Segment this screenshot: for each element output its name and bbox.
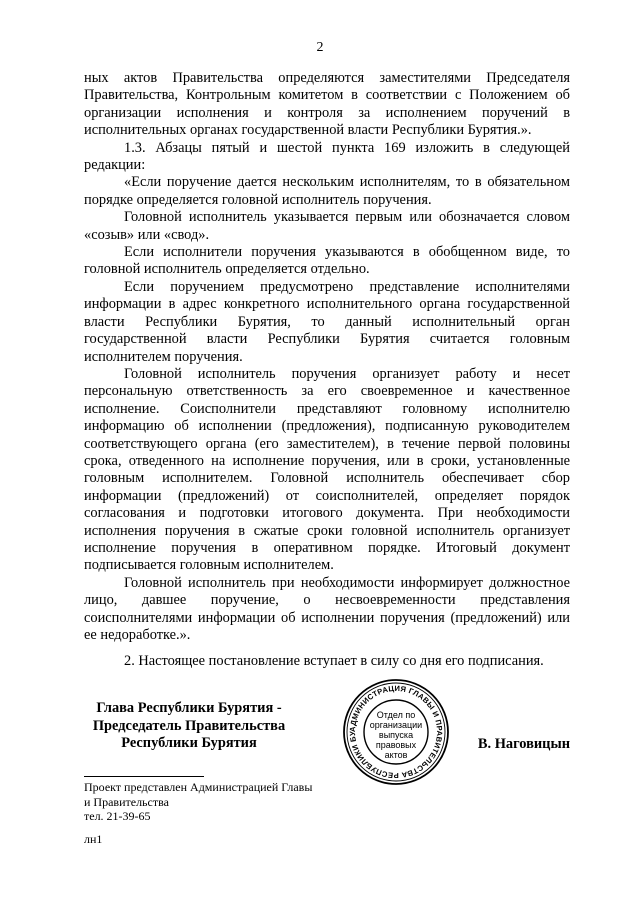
paragraph-responsibility: Головной исполнитель поручения организует работу и несет персональную ответственность за его своевременное и качественное исполнение. Соисполнители представляют головному исполнителю информацию об исполнении (предложения), подписанную руководителем соответствующего органа (его заместителем), в течение первой половины срока, отведенного на исполнение поручения, или в сроки, установленные головным исполнителем. Головной исполнитель обеспечивает сбор информации (предложений) от соисполнителей, определяет порядок согласования и подготовки итогового документа. При необходимости исполнения поручения в сжатые сроки головной исполнитель организует исполнение поручения в оперативном порядке. Итоговый документ подписывается головным исполнителем.: [84, 365, 570, 574]
paragraph-effective: 2. Настоящее постановление вступает в силу со дня его подписания.: [124, 653, 544, 670]
footnote: [84, 780, 384, 824]
document-body: [84, 70, 570, 671]
signatory-name: В. Наговицын: [477, 736, 570, 752]
paragraph-quote-start: «Если поручение дается нескольким исполнителям, то в обязательном порядке определяется головной исполнитель поручения.: [84, 174, 570, 208]
signatory-title-line: Глава Республики Бурятия -: [96, 700, 282, 716]
paragraph-continuation: ных актов Правительства определяются заместителями Председателя Правительства, Контрольным комитетом в соответствии с Положением об организации исполнения и контроля за исполнением поручений в исполнительных органах государственной власти Республики Бурятия.».: [84, 70, 570, 139]
paragraph-amendment-1-3: 1.3. Абзацы пятый и шестой пункта 169 изложить в следующей редакции:: [84, 139, 570, 174]
stamp-center-text: [364, 710, 428, 760]
signatory-title-line: Республики Бурятия: [121, 735, 257, 752]
stamp-line: организации: [369, 720, 423, 730]
signatory-title-line: Председатель Правительства: [92, 717, 286, 734]
page-number: 2: [316, 40, 324, 55]
paragraph-lead-executor: Головной исполнитель указывается первым или обозначается словом «созыв» или «свод».: [84, 209, 570, 243]
stamp-line: Отдел по: [376, 710, 416, 720]
document-code: лн1: [84, 832, 103, 846]
footnote-phone: тел. 21-39-65: [84, 809, 151, 823]
footnote-divider: [84, 776, 204, 777]
paragraph-generalized: Если исполнители поручения указываются в обобщенном виде, то головной исполнитель определяется отдельно.: [84, 244, 570, 278]
footnote-line: Проект представлен Администрацией Главы: [84, 780, 313, 794]
footnote-line: и Правительства: [84, 794, 169, 809]
paragraph-inform: Головной исполнитель при необходимости информирует должностное лицо, давшее поручение, о несвоевременности представления соисполнителями информации об исполнении поручения (предложений) или ее недоработке.».: [84, 574, 570, 643]
stamp-line: выпуска: [378, 730, 414, 740]
paragraph-information: Если поручением предусмотрено представление исполнителями информации в адрес конкретного исполнительного органа государственной власти Республики Бурятия, то данный исполнительный орган государственной власти Республики Бурятия считается головным исполнителем поручения.: [84, 278, 570, 365]
stamp-line: актов: [384, 750, 408, 760]
official-stamp: [342, 678, 450, 786]
stamp-line: правовых: [375, 740, 417, 750]
stamp-ring-text: АДМИНИСТРАЦИЯ ГЛАВЫ И ПРАВИТЕЛЬСТВА РЕСПУБЛИКИ БУ: [347, 683, 445, 781]
signatory-title: [84, 700, 294, 753]
